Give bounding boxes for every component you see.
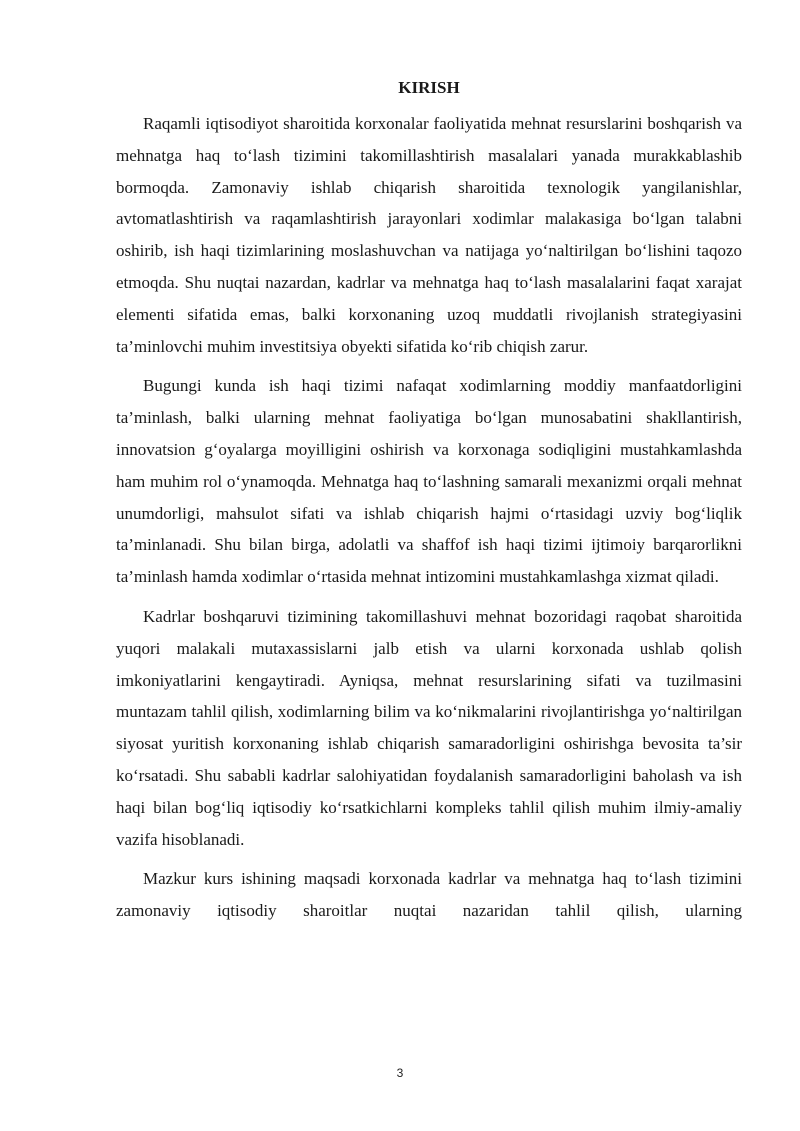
paragraph-4: Mazkur kurs ishining maqsadi korxonada kadrlar va mehnatga haq to‘lash tizimini zamonaviy iqtisodiy sharoitlar nuqtai nazaridan tahlil qilish, ularning	[116, 869, 742, 921]
page-number: 3	[396, 1066, 404, 1080]
section-title: KIRISH	[398, 78, 460, 97]
document-page	[116, 78, 742, 935]
paragraph-3: Kadrlar boshqaruvi tizimining takomillashuvi mehnat bozoridagi raqobat sharoitida yuqori malakali mutaxassislarni jalb etish va ularni korxonada ushlab qolish imkoniyatlarini kengaytiradi. Ayniqsa, mehnat resurslarining sifati va tuzilmasini muntazam tahlil qilish, xodimlarning bilim va ko‘nikmalarini rivojlantirishga yo‘naltirilgan siyosat yuritish korxonaning ishlab chiqarish samaradorligini oshirishga bevosita ta’sir ko‘rsatadi. Shu sababli kadrlar salohiyatidan foydalanish samaradorligini baholash va ish haqi bilan bog‘liq iqtisodiy ko‘rsatkichlarni kompleks tahlil qilish muhim ilmiy-amaliy vazifa hisoblanadi.	[116, 606, 742, 849]
paragraph-2: Bugungi kunda ish haqi tizimi nafaqat xodimlarning moddiy manfaatdorligini ta’minlash, balki ularning mehnat faoliyatiga bo‘lgan munosabatini shakllantirish, innovatsion g‘oyalarga moyilligini oshirish va korxonaga sodiqligini mustahkamlashda ham muhim rol o‘ynamoqda. Mehnatga haq to‘lashning samarali mexanizmi orqali mehnat unumdorligi, mahsulot sifati va ishlab chiqarish hajmi o‘rtasidagi uzviy bog‘liqlik ta’minlanadi. Shu bilan birga, adolatli va shaffof ish haqi tizimi ijtimoiy barqarorlikni ta’minlash hamda xodimlar o‘rtasida mehnat intizomini mustahkamlashga xizmat qiladi.	[116, 376, 742, 587]
paragraph-1: Raqamli iqtisodiyot sharoitida korxonalar faoliyatida mehnat resurslarini boshqarish va mehnatga haq to‘lash tizimini takomillashtirish masalalari yanada murakkablashib bormoqda. Zamonaviy ishlab chiqarish sharoitida texnologik yangilanishlar, avtomatlashtirish va raqamlashtirish jarayonlari xodimlar malakasiga bo‘lgan talabni oshirib, ish haqi tizimlarining moslashuvchan va natijaga yo‘naltirilgan bo‘lishini taqozo etmoqda. Shu nuqtai nazardan, kadrlar va mehnatga haq to‘lash masalalarini faqat xarajat elementi sifatida emas, balki korxonaning uzoq muddatli rivojlanish strategiyasini ta’minlovchi muhim investitsiya obyekti sifatida ko‘rib chiqish zarur.	[116, 114, 742, 356]
